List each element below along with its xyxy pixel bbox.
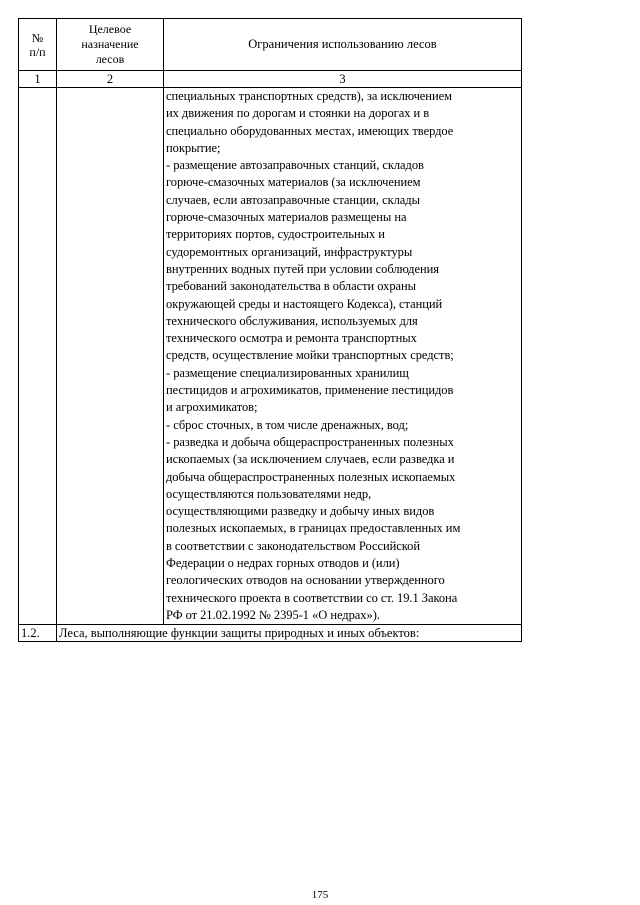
row-number-1-2: 1.2. (19, 625, 57, 642)
restriction-text-line: добыча общераспространенных полезных ископаемых (166, 469, 456, 484)
header-purpose-line-2: назначение (81, 37, 139, 51)
restriction-text-line: ископаемых (за исключением случаев, если разведка и (166, 452, 455, 467)
restriction-text-line: средств, осуществление мойки транспортных средств; (166, 348, 454, 363)
restriction-text-line: требований законодательства в области охраны (166, 279, 417, 294)
restriction-text-line: геологических отводов на основании утвержденного (166, 573, 445, 588)
restriction-text-line: - размещение специализированных хранилищ (166, 365, 409, 380)
restriction-text-line: их движения по дорогам и стоянки на дорогах и в (166, 106, 430, 121)
column-number-2: 2 (57, 71, 164, 88)
header-purpose-line-3: лесов (95, 52, 125, 66)
header-number-cell (19, 19, 57, 71)
restriction-text-line: осуществляющими разведку и добычу иных видов (166, 504, 435, 519)
restriction-text-line: судоремонтных организаций, инфраструктуры (166, 244, 413, 259)
page-number: 175 (311, 889, 329, 901)
restriction-text-line: РФ от 21.02.1992 № 2395-1 «О недрах»). (166, 607, 380, 622)
restrictions-text (166, 88, 519, 624)
restriction-text-line: технического обслуживания, используемых для (166, 313, 418, 328)
table-row (19, 88, 522, 625)
row-title-protection-forests: Леса, выполняющие функции защиты природных и иных объектов: (57, 625, 522, 642)
restrictions-text-cell (164, 88, 522, 625)
restriction-text-line: территориях портов, судостроительных и (166, 227, 385, 242)
column-number-row (19, 71, 522, 88)
restriction-text-line: - размещение автозаправочных станций, складов (166, 158, 424, 173)
restriction-text-line: полезных ископаемых, в границах предоставленных им (166, 521, 461, 536)
table-row (19, 625, 522, 642)
header-purpose-line-1: Целевое (88, 22, 132, 36)
row-number-cell (19, 88, 57, 625)
header-number-symbol: № (31, 30, 44, 45)
restriction-text-line: осуществляются пользователями недр, (166, 486, 372, 501)
restriction-text-line: - разведка и добыча общераспространенных полезных (166, 434, 454, 449)
row-purpose-cell (57, 88, 164, 625)
restriction-text-line: внутренних водных путей при условии соблюдения (166, 261, 439, 276)
restriction-text-line: технического осмотра и ремонта транспортных (166, 331, 417, 346)
restriction-text-line: в соответствии с законодательством Российской (166, 538, 420, 553)
restriction-text-line: пестицидов и агрохимикатов, применение пестицидов (166, 383, 454, 398)
restriction-text-line: покрытие; (166, 140, 221, 155)
header-restrictions-cell (164, 19, 522, 71)
restriction-text-line: - сброс сточных, в том числе дренажных, вод; (166, 417, 409, 432)
table-header-row (19, 19, 522, 71)
restriction-text-line: горюче-смазочных материалов размещены на (166, 210, 407, 225)
restriction-text-line: специальных транспортных средств), за исключением (166, 89, 452, 103)
restriction-text-line: технического проекта в соответствии со ст. 19.1 Закона (166, 590, 458, 605)
restriction-text-line: специально оборудованных местах, имеющих твердое (166, 123, 454, 138)
forest-restrictions-table (18, 18, 522, 642)
header-number-abbr: п/п (29, 44, 46, 59)
restriction-text-line: Федерации о недрах горных отводов и (или) (166, 556, 400, 571)
column-number-3: 3 (164, 71, 522, 88)
restriction-text-line: горюче-смазочных материалов (за исключением (166, 175, 421, 190)
header-restrictions-label: Ограничения использованию лесов (248, 37, 437, 51)
column-number-1: 1 (19, 71, 57, 88)
header-purpose-cell (57, 19, 164, 71)
restriction-text-line: и агрохимикатов; (166, 400, 258, 415)
restriction-text-line: окружающей среды и настоящего Кодекса), станций (166, 296, 443, 311)
restriction-text-line: случаев, если автозаправочные станции, склады (166, 192, 420, 207)
